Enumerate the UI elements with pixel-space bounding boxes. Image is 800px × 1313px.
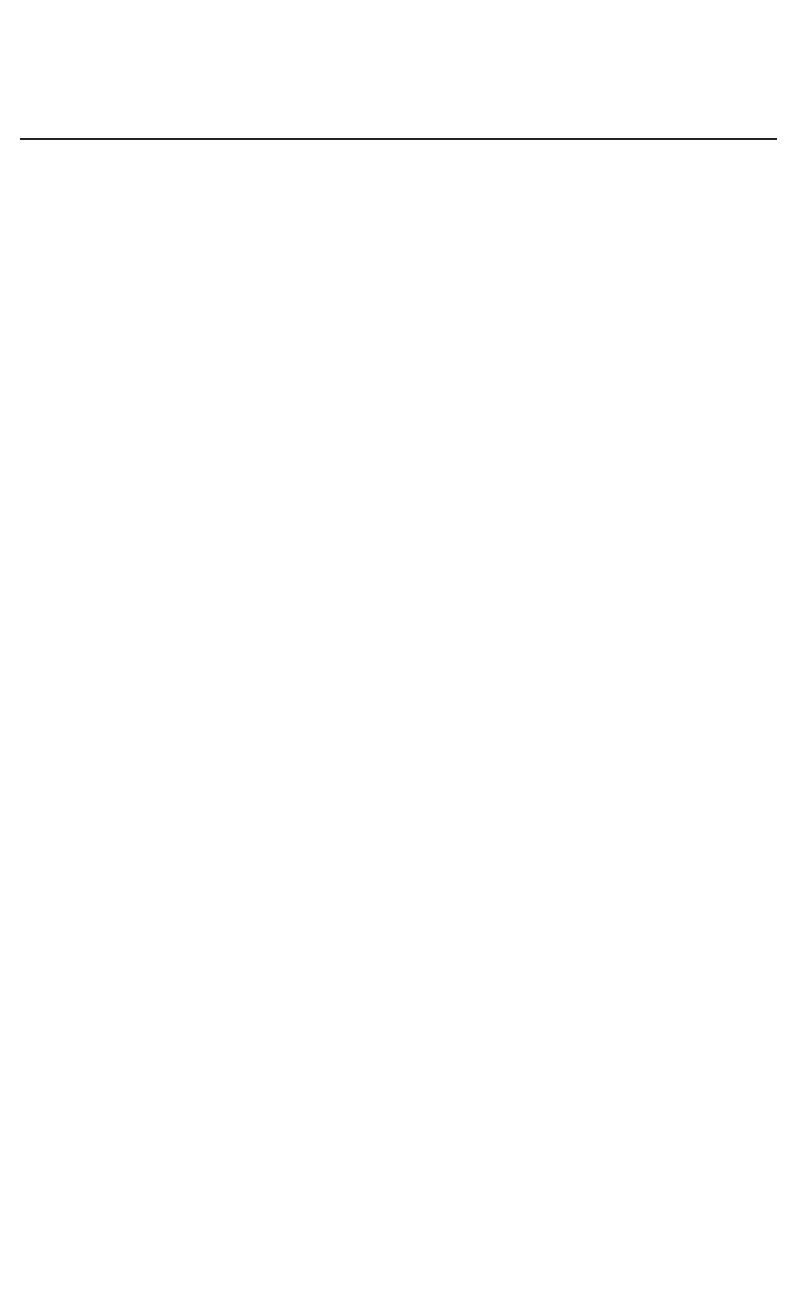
table-top-rule [20, 138, 777, 140]
